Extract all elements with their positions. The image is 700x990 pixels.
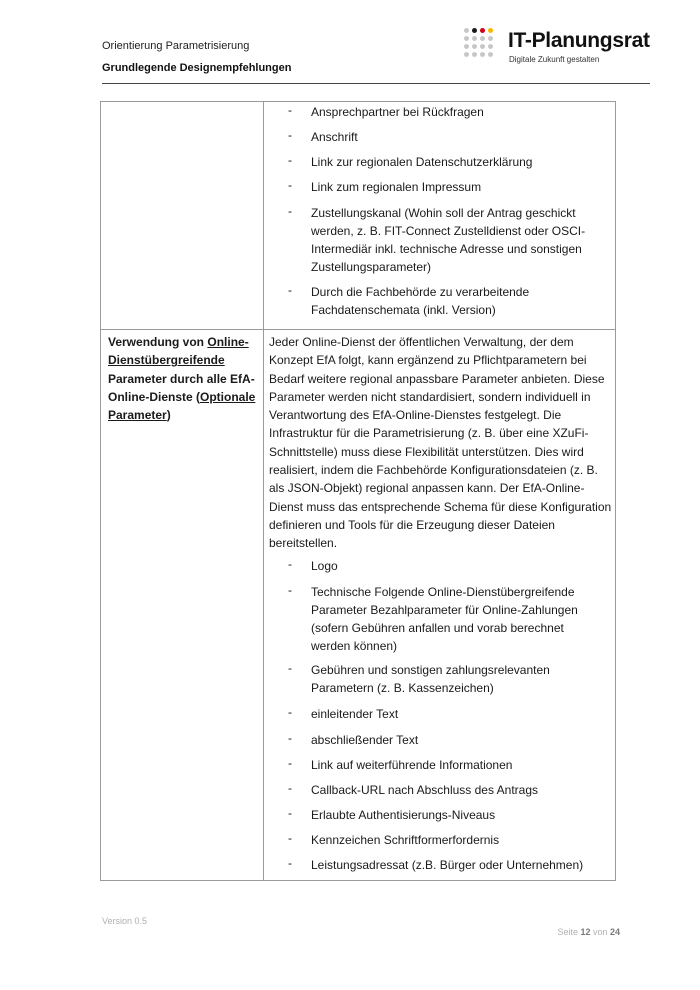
list-item-text: Technische Folgende Online-Dienstübergreifende Parameter Bezahlparameter für Online-Zahlungen (sofern Gebühren anfallen und vorab berechnet werden können) (311, 585, 578, 653)
page-total: 24 (609, 927, 620, 937)
list-item-text: Erlaubte Authentisierungs-Niveaus (311, 808, 496, 822)
bullet-dash: - (288, 557, 292, 571)
bullet-dash: - (288, 178, 292, 192)
bullet-dash: - (288, 103, 292, 117)
bullet-dash: - (288, 831, 292, 845)
footer-page-number (557, 927, 620, 937)
bullet-dash: - (288, 661, 292, 675)
parameter-table (100, 101, 616, 881)
list-item-text: Link zum regionalen Impressum (311, 180, 482, 194)
list-item-text: Callback-URL nach Abschluss des Antrags (311, 783, 539, 797)
page-current: 12 (580, 927, 591, 937)
bullet-dash: - (288, 204, 292, 218)
bullet-dash: - (288, 856, 292, 870)
header-section-title: Grundlegende Designempfehlungen (102, 62, 292, 74)
page-prefix: Seite (557, 927, 581, 937)
header-divider (102, 83, 650, 84)
bullet-dash: - (288, 806, 292, 820)
bullet-dash: - (288, 583, 292, 597)
logo-dots-icon (464, 28, 502, 66)
page-middle: von (590, 927, 610, 937)
heading-text: ) (166, 408, 171, 423)
row2-paragraph: Jeder Online-Dienst der öffentlichen Verwaltung, der dem Konzept EfA folgt, kann ergänzend zu Pflichtparametern bei Bedarf weitere regional anpassbare Parameter anbieten. Diese Parameter werden nicht standardisiert, sondern individuell in Verantwortung des EfA-Online-Dienstes festgelegt. Die Infrastruktur für die Parametrisierung (z. B. über eine XZuFi-Schnittstelle) muss diese Flexibilität unterstützen. Dies wird realisiert, indem die Fachbehörde Konfigurationsdateien (z. B. als JSON-Objekt) regional anpassen kann. Der EfA-Online-Dienst muss das entsprechende Schema für diese Konfiguration definieren und Tools für die Erzeugung dieser Dateien bereitstellen. (269, 335, 612, 551)
list-item-text: Anschrift (311, 130, 358, 144)
row2-heading (108, 333, 258, 424)
it-planungsrat-logo (464, 28, 654, 78)
bullet-dash: - (288, 756, 292, 770)
list-item-text: Logo (311, 559, 338, 573)
bullet-dash: - (288, 705, 292, 719)
heading-link-optionale-parameter[interactable]: Optionale Parameter (108, 389, 256, 423)
logo-subtitle: Digitale Zukunft gestalten (509, 55, 600, 64)
heading-link-online-dienstuebergreifende[interactable]: Online-Dienstübergreifende (108, 335, 249, 368)
logo-title: IT-Planungsrat (508, 29, 650, 52)
bullet-dash: - (288, 283, 292, 297)
list-item-text: Durch die Fachbehörde zu verarbeitende Fachdatenschemata (inkl. Version) (311, 285, 530, 317)
list-item-text: Kennzeichen Schriftformerfordernis (311, 833, 500, 847)
list-item-text: Ansprechpartner bei Rückfragen (311, 105, 484, 119)
heading-text: Parameter durch alle EfA-Online-Dienste ( (108, 371, 255, 404)
table-row-divider (101, 329, 615, 330)
list-item-text: Link auf weiterführende Informationen (311, 758, 513, 772)
list-item-text: Gebühren und sonstigen zahlungsrelevanten Parametern (z. B. Kassenzeichen) (311, 663, 550, 695)
list-item-text: einleitender Text (311, 707, 399, 721)
header-document-title: Orientierung Parametrisierung (102, 40, 250, 52)
list-item-text: Link zur regionalen Datenschutzerklärung (311, 155, 533, 169)
bullet-dash: - (288, 781, 292, 795)
bullet-dash: - (288, 731, 292, 745)
list-item-text: Leistungsadressat (z.B. Bürger oder Unternehmen) (311, 858, 584, 872)
table-column-divider (263, 102, 264, 880)
footer-version: Version 0.5 (102, 916, 148, 926)
bullet-dash: - (288, 128, 292, 142)
list-item-text: Zustellungskanal (Wohin soll der Antrag geschickt werden, z. B. FIT-Connect Zustelldienst oder OSCI-Intermediär inkl. technische Adresse und sonstigen Zustellungsparameter) (311, 206, 586, 274)
list-item-text: abschließender Text (311, 733, 419, 747)
bullet-dash: - (288, 153, 292, 167)
page-header (102, 29, 650, 84)
heading-text: Verwendung von (108, 335, 208, 349)
